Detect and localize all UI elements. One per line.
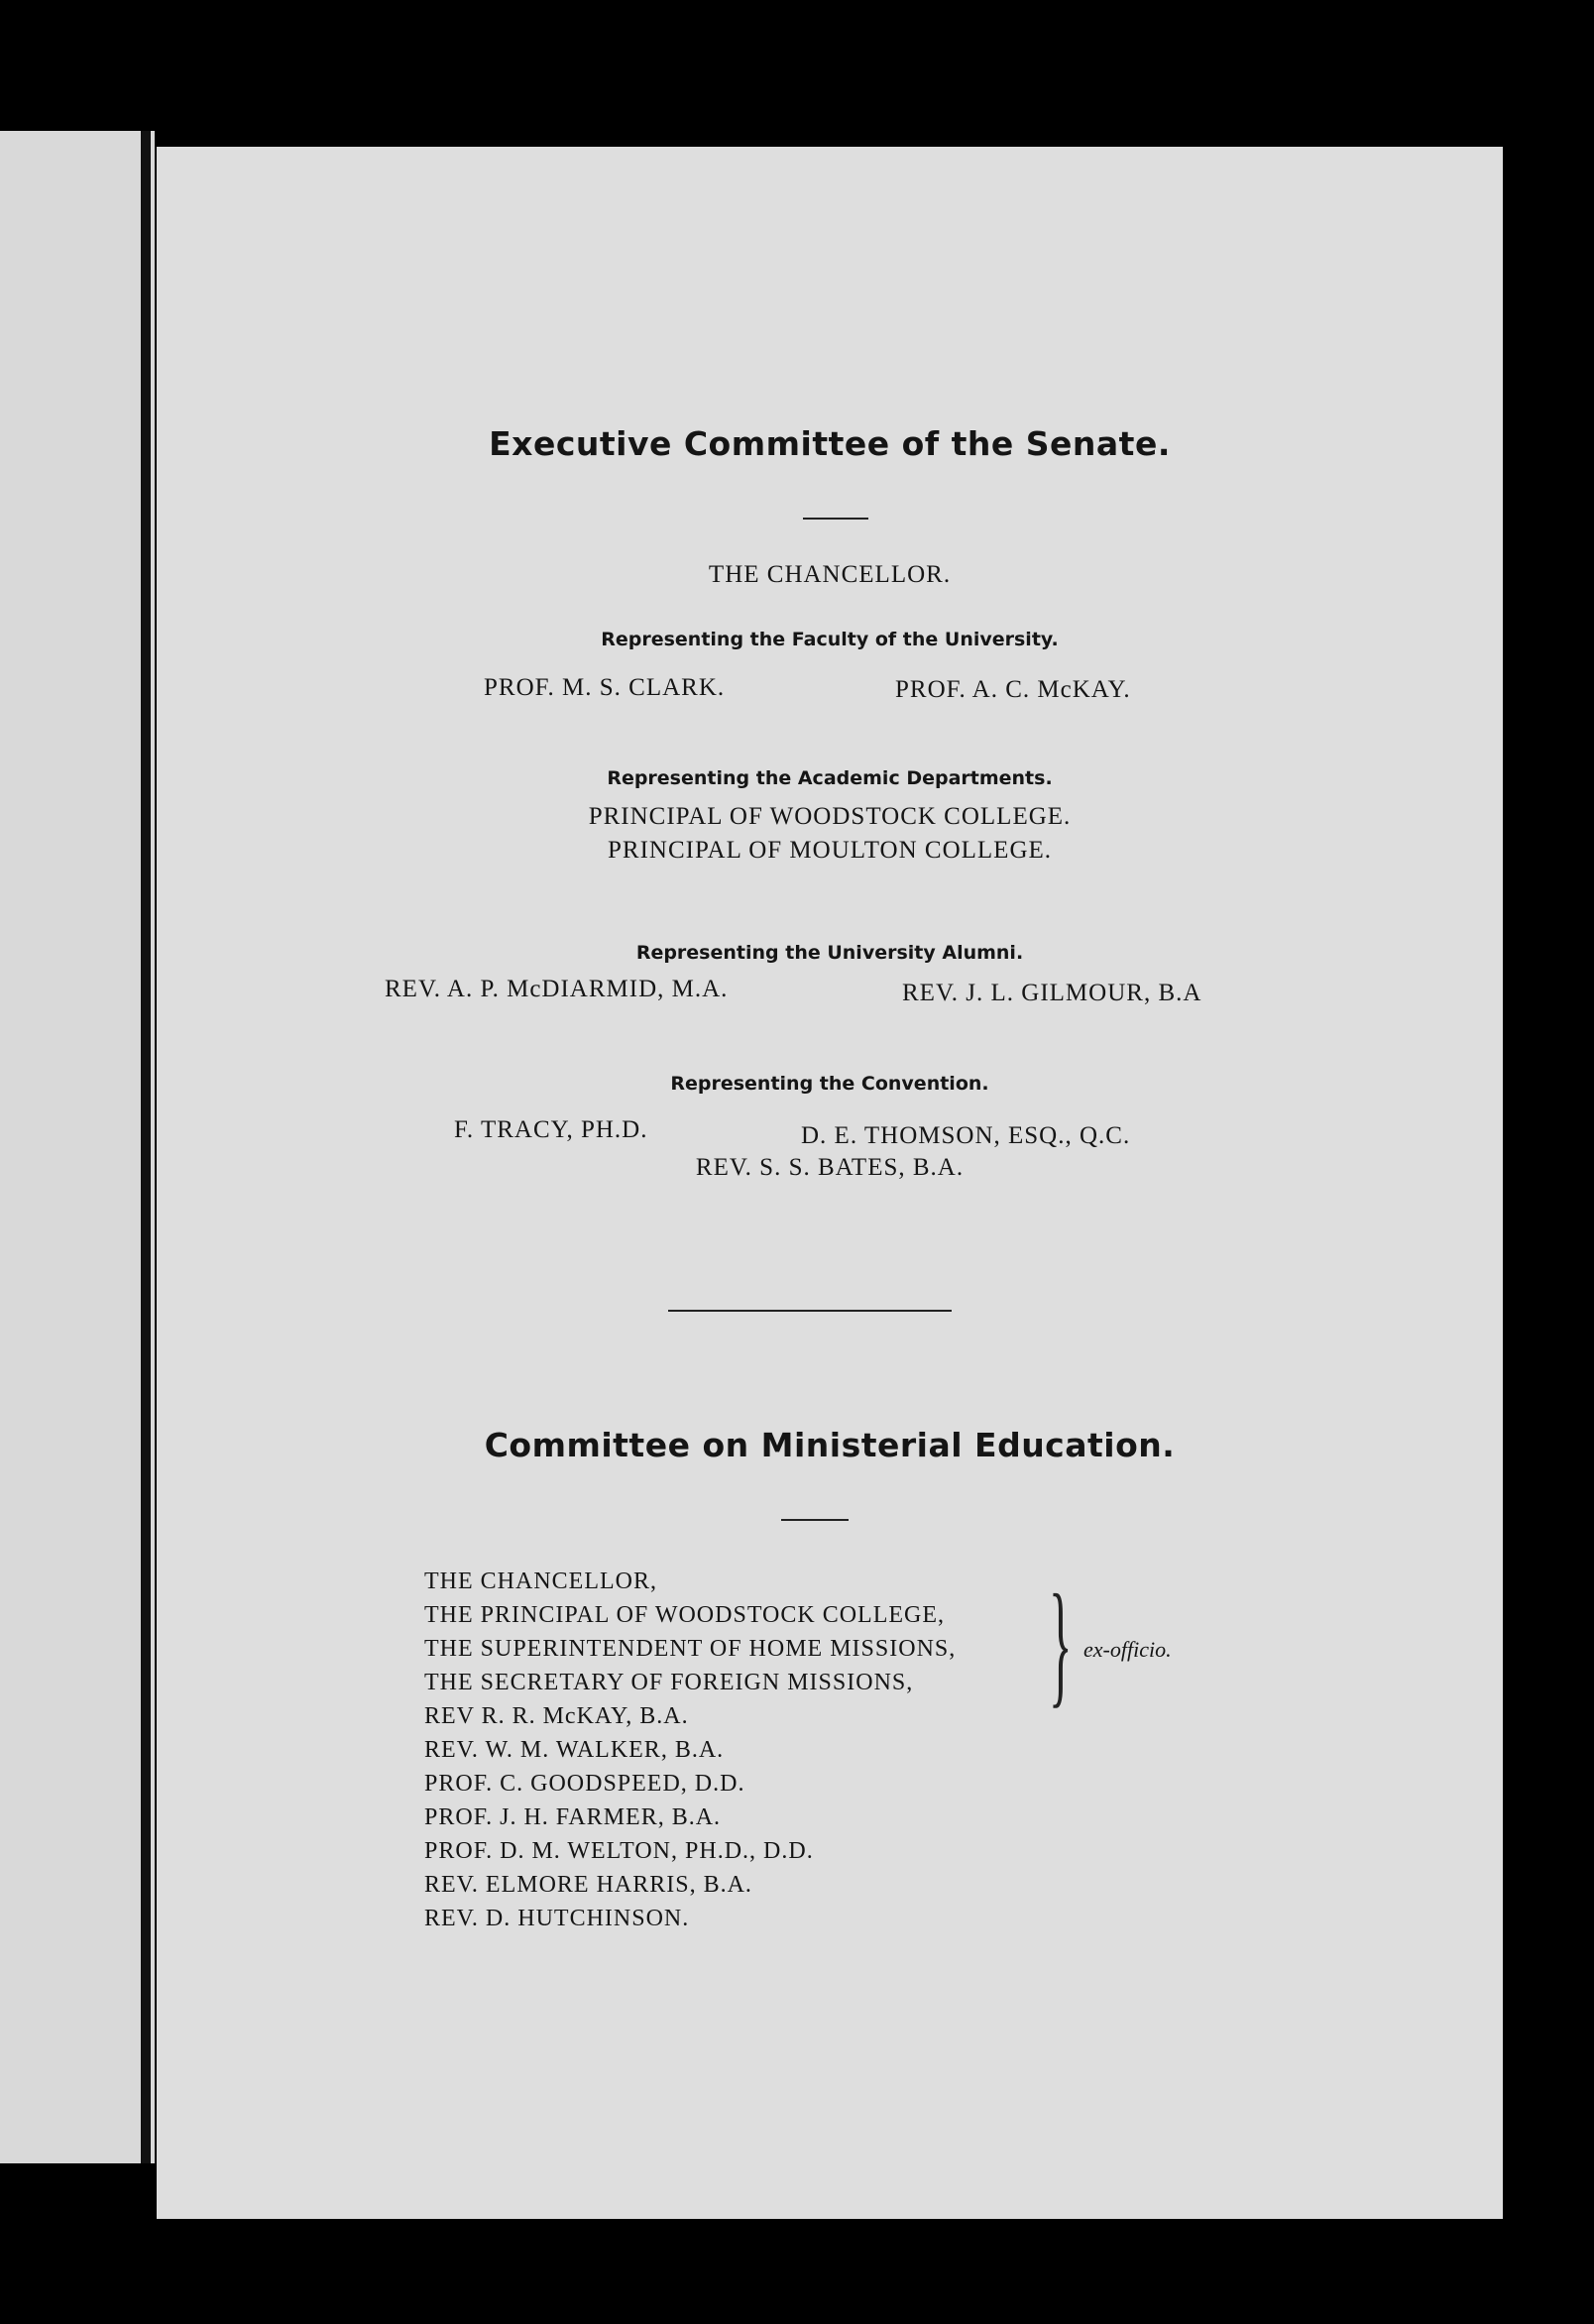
chancellor-line: THE CHANCELLOR. (708, 561, 952, 588)
member-7: PROF. C. GOODSPEED, D.D. (424, 1771, 745, 1797)
document-page (157, 147, 1503, 2219)
convention-member-bottom: REV. S. S. BATES, B.A. (695, 1154, 965, 1181)
academic-member-2: PRINCIPAL OF MOULTON COLLEGE. (607, 837, 1053, 864)
faculty-label: Representing the Faculty of the University. (601, 629, 1059, 650)
alumni-label: Representing the University Alumni. (635, 942, 1024, 964)
ex-officio-brace: } (1049, 1567, 1073, 1720)
convention-member-left: F. TRACY, PH.D. (454, 1116, 648, 1143)
member-2: THE PRINCIPAL OF WOODSTOCK COLLEGE, (424, 1602, 946, 1628)
ex-officio-note: ex-officio. (1083, 1637, 1172, 1662)
exec-committee-title: Executive Committee of the Senate. (489, 424, 1171, 463)
member-3: THE SUPERINTENDENT OF HOME MISSIONS, (424, 1636, 957, 1662)
ministerial-members-list (424, 1565, 956, 1935)
section-divider (668, 1310, 952, 1312)
ministerial-committee-title: Committee on Ministerial Education. (484, 1426, 1176, 1464)
facing-page-edge (0, 131, 155, 2163)
faculty-member-left: PROF. M. S. CLARK. (484, 674, 726, 701)
faculty-member-right: PROF. A. C. McKAY. (895, 676, 1131, 703)
academic-member-1: PRINCIPAL OF WOODSTOCK COLLEGE. (588, 803, 1072, 830)
title-rule (781, 1519, 849, 1521)
member-5: REV R. R. McKAY, B.A. (424, 1703, 689, 1729)
member-9: PROF. D. M. WELTON, PH.D., D.D. (424, 1838, 814, 1864)
member-4: THE SECRETARY OF FOREIGN MISSIONS, (424, 1670, 914, 1695)
member-6: REV. W. M. WALKER, B.A. (424, 1737, 725, 1763)
title-rule (803, 518, 868, 520)
member-1: THE CHANCELLOR, (424, 1569, 657, 1594)
convention-member-right: D. E. THOMSON, ESQ., Q.C. (801, 1122, 1131, 1149)
member-11: REV. D. HUTCHINSON. (424, 1906, 690, 1931)
convention-label: Representing the Convention. (670, 1073, 989, 1095)
book-gutter (141, 131, 151, 2163)
member-10: REV. ELMORE HARRIS, B.A. (424, 1872, 752, 1898)
alumni-member-left: REV. A. P. McDIARMID, M.A. (385, 976, 729, 1002)
alumni-member-right: REV. J. L. GILMOUR, B.A (902, 980, 1202, 1006)
member-8: PROF. J. H. FARMER, B.A. (424, 1804, 722, 1830)
academic-label: Representing the Academic Departments. (607, 767, 1053, 789)
